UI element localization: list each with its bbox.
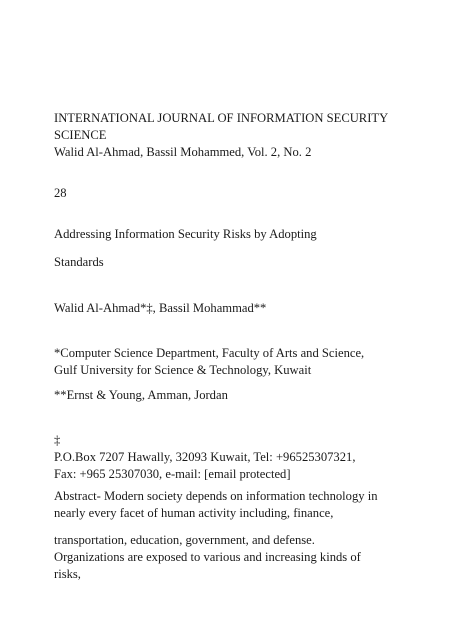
page-number-text: 28 — [54, 186, 67, 200]
journal-title-line-2: SCIENCE — [54, 128, 107, 142]
affiliation-1-line-2: Gulf University for Science & Technology, Kuwait — [54, 363, 312, 377]
paper-title-continued — [54, 254, 414, 271]
page-number — [54, 185, 414, 202]
abstract-line-4: Organizations are exposed to various and increasing kinds of — [54, 550, 361, 564]
journal-header — [54, 110, 414, 161]
footnote-line-2: Fax: +965 25307030, e-mail: [email protected] — [54, 467, 291, 481]
abstract-line-2: nearly every facet of human activity including, finance, — [54, 506, 334, 520]
paper-title — [54, 226, 414, 243]
abstract-line-3: transportation, education, government, and defense. — [54, 533, 315, 547]
affiliation-1 — [54, 345, 414, 379]
affiliation-2-text: **Ernst & Young, Amman, Jordan — [54, 388, 228, 402]
abstract-continued — [54, 532, 414, 583]
paper-title-line-1: Addressing Information Security Risks by Adopting — [54, 227, 317, 241]
abstract-line-5: risks, — [54, 567, 81, 581]
abstract — [54, 488, 414, 522]
corresponding-footnote — [54, 432, 414, 483]
journal-title-line-1: INTERNATIONAL JOURNAL OF INFORMATION SECURITY — [54, 111, 389, 125]
affiliation-2 — [54, 387, 414, 404]
affiliation-1-line-1: *Computer Science Department, Faculty of Arts and Science, — [54, 346, 365, 360]
authors-text: Walid Al-Ahmad*‡, Bassil Mohammad** — [54, 301, 267, 315]
footnote-symbol: ‡ — [54, 433, 61, 447]
paper-title-line-2: Standards — [54, 255, 104, 269]
author-list — [54, 300, 414, 317]
abstract-line-1: Abstract- Modern society depends on information technology in — [54, 489, 378, 503]
journal-author-volume: Walid Al-Ahmad, Bassil Mohammed, Vol. 2, No. 2 — [54, 145, 312, 159]
footnote-line-1: P.O.Box 7207 Hawally, 32093 Kuwait, Tel: +96525307321, — [54, 450, 356, 464]
